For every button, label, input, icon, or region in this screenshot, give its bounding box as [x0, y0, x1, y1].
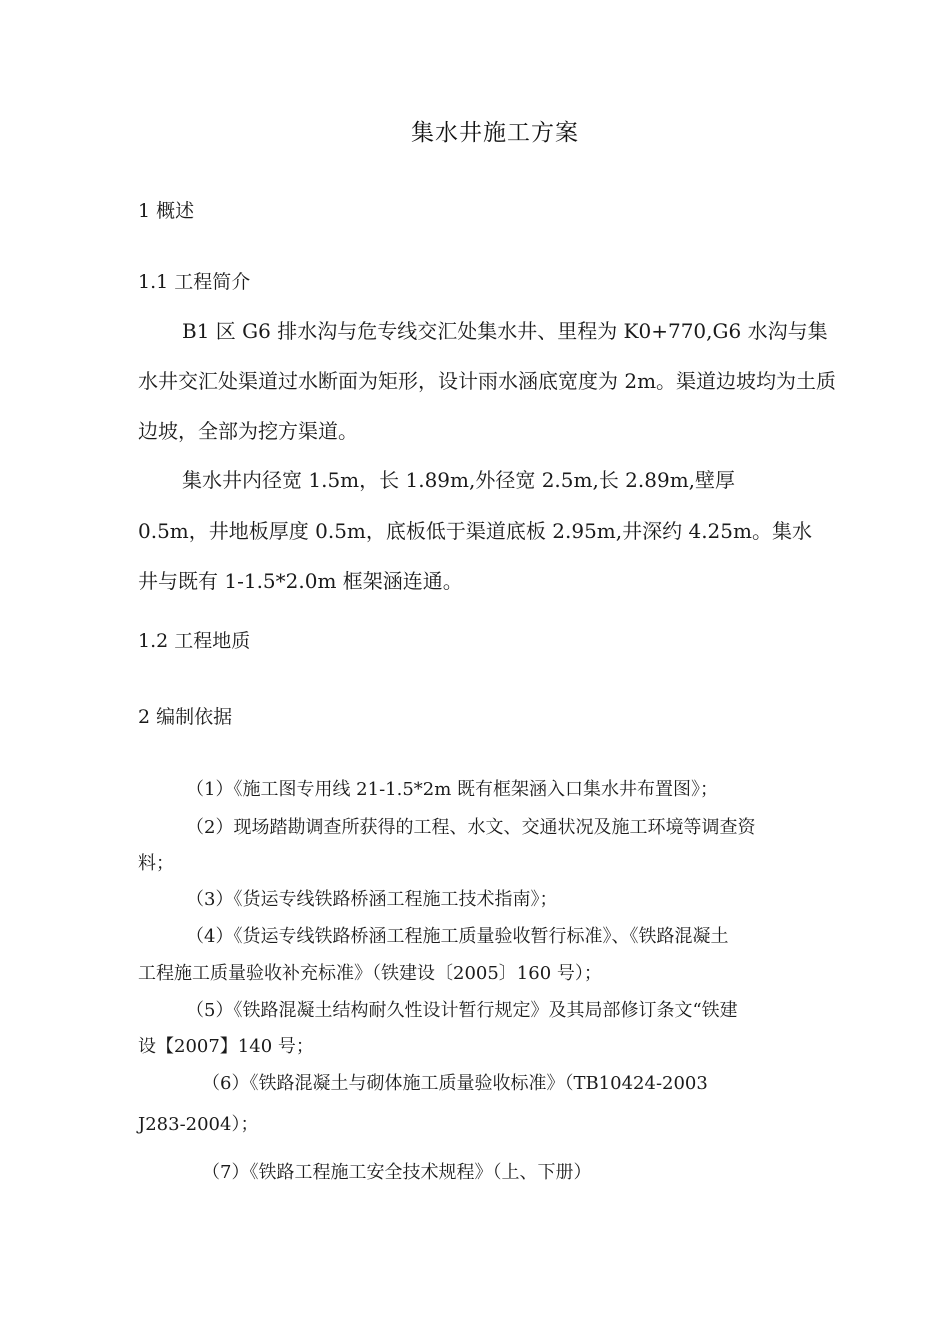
- reference-item: （1）《施工图专用线 21-1.5*2m 既有框架涵入口集水井布置图》；: [186, 779, 719, 800]
- reference-item: 设【2007】140 号；: [138, 1036, 314, 1057]
- paragraph-line: 水井交汇处渠道过水断面为矩形，设计雨水涵底宽度为 2m。渠道边坡均为土质: [138, 369, 837, 393]
- paragraph-line: 集水井内径宽 1.5m，长 1.89m,外径宽 2.5m,长 2.89m,壁厚: [182, 468, 736, 492]
- paragraph-line: 边坡，全部为挖方渠道。: [138, 419, 358, 443]
- reference-item: （6）《铁路混凝土与砌体施工质量验收标准》（TB10424-2003: [202, 1073, 708, 1094]
- reference-item: 工程施工质量验收补充标准》（铁建设〔2005〕160 号）；: [138, 963, 602, 984]
- reference-item: 料；: [138, 853, 174, 874]
- section-heading-geology: 1.2 工程地质: [138, 630, 251, 652]
- reference-item: （5）《铁路混凝土结构耐久性设计暂行规定》及其局部修订条文“铁建: [186, 1000, 738, 1021]
- reference-item: （3）《货运专线铁路桥涵工程施工技术指南》；: [186, 889, 558, 910]
- reference-item: （7）《铁路工程施工安全技术规程》（上、下册）: [202, 1162, 592, 1183]
- paragraph-line: 0.5m，井地板厚度 0.5m，底板低于渠道底板 2.95m,井深约 4.25m。集水: [138, 519, 812, 543]
- section-heading-project-intro: 1.1 工程简介: [138, 271, 251, 293]
- reference-item: （4）《货运专线铁路桥涵工程施工质量验收暂行标准》、《铁路混凝土: [186, 926, 729, 947]
- paragraph-line: B1 区 G6 排水沟与危专线交汇处集水井、里程为 K0+770,G6 水沟与集: [182, 319, 828, 343]
- section-heading-basis: 2 编制依据: [138, 706, 233, 728]
- document-title: 集水井施工方案: [411, 120, 579, 146]
- section-heading-overview: 1 概述: [138, 200, 195, 222]
- reference-item: （2）现场踏勘调查所获得的工程、水文、交通状况及施工环境等调查资: [186, 817, 756, 838]
- paragraph-line: 井与既有 1-1.5*2.0m 框架涵连通。: [138, 569, 463, 593]
- reference-item: J283-2004）；: [138, 1114, 259, 1135]
